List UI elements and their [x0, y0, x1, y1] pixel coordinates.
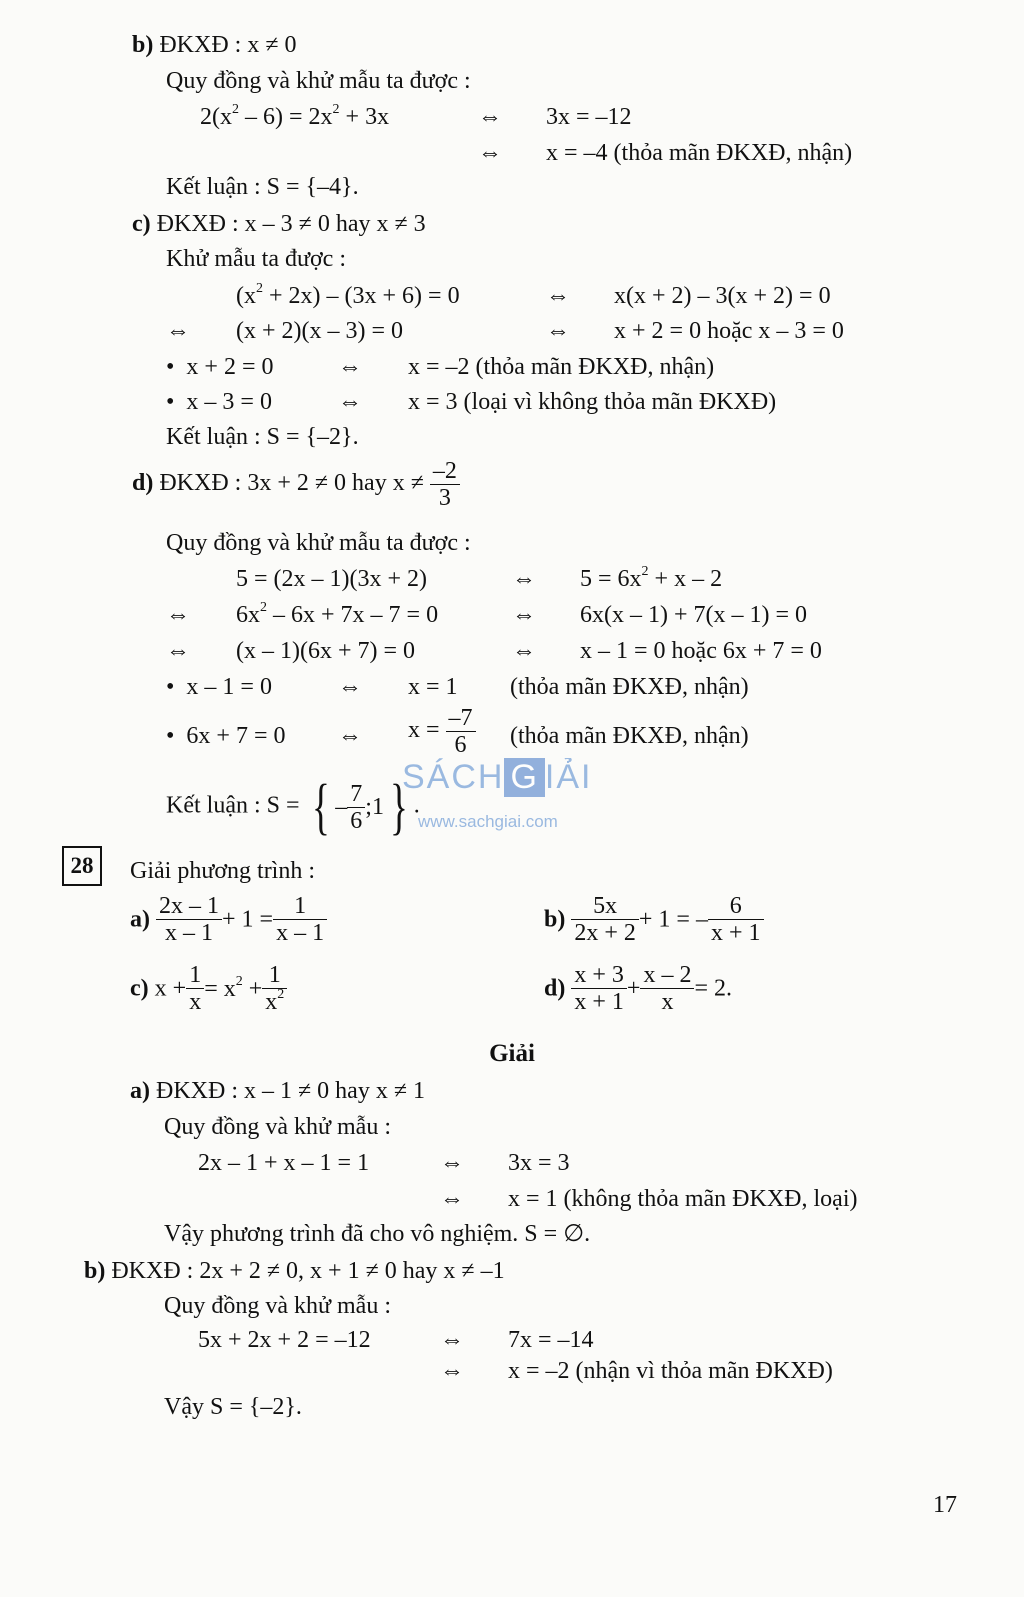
part-c-eq1-result: x(x + 2) – 3(x + 2) = 0	[614, 283, 831, 309]
solution-a-conclusion: Vậy phương trình đã cho vô nghiệm. S = ∅.	[164, 1221, 591, 1247]
eq-text: ĐKXĐ : x – 1 ≠ 0 hay x ≠ 1	[156, 1078, 425, 1104]
numerator: 2x – 1	[156, 893, 222, 920]
denominator	[262, 989, 287, 1015]
fraction	[262, 962, 287, 1015]
equiv-arrow: ⇔	[166, 602, 190, 628]
part-d-bullet1: • x – 1 = 0	[166, 674, 272, 700]
eq-text: (x	[236, 283, 256, 309]
fraction	[347, 781, 365, 834]
exponent: 2	[256, 281, 263, 296]
fraction	[446, 705, 476, 758]
part-d-bullet2-note: (thỏa mãn ĐKXĐ, nhận)	[510, 723, 749, 749]
part-c-bullet1: • x + 2 = 0	[166, 354, 274, 380]
eq-text: 6x	[236, 602, 260, 628]
eq-text: – 6) = 2x	[239, 104, 333, 130]
solution-b-eq1-result: 7x = –14	[508, 1327, 594, 1353]
exercise-c	[130, 962, 287, 1015]
eq-text: ;1	[365, 794, 384, 820]
part-b-dkxd	[132, 30, 297, 60]
eq-text: + 2x) – (3x + 6) = 0	[263, 283, 460, 309]
part-d-bullet2: • 6x + 7 = 0	[166, 723, 286, 749]
numerator: 1	[273, 893, 327, 920]
part-d-bullet1-result: x = 1	[408, 674, 458, 700]
part-c-dkxd	[132, 209, 426, 239]
fraction	[571, 893, 639, 946]
eq-text: x	[265, 989, 278, 1015]
solution-b-conclusion: Vậy S = {–2}.	[164, 1394, 302, 1420]
eq-text: + 1 = –	[638, 906, 708, 933]
eq-text: x – 1 = 0	[186, 674, 272, 700]
watermark-url: www.sachgiai.com	[418, 812, 558, 831]
watermark-text: G	[504, 758, 544, 797]
watermark-text: IẢI	[544, 758, 593, 796]
solution-heading: Giải	[489, 1040, 535, 1067]
equiv-arrow: ⇔	[546, 283, 570, 309]
equiv-arrow: ⇔	[440, 1186, 464, 1212]
equiv-arrow: ⇔	[512, 602, 536, 628]
solution-b-dkxd	[84, 1256, 505, 1286]
numerator: 6	[708, 893, 764, 920]
equiv-arrow: ⇔	[338, 723, 362, 749]
part-c-eq2-result: x + 2 = 0 hoặc x – 3 = 0	[614, 318, 844, 344]
left-brace-icon: {	[311, 773, 330, 841]
eq-text: + x – 2	[648, 566, 723, 592]
eq-text: – 6x + 7x – 7 = 0	[267, 602, 439, 628]
denominator: x – 1	[165, 920, 213, 946]
equiv-arrow: ⇔	[166, 318, 190, 344]
numerator: 5x	[571, 893, 639, 920]
eq-text: 6x + 7 = 0	[186, 723, 286, 749]
eq-text: +	[242, 975, 263, 1002]
eq-text: = 2.	[694, 975, 732, 1002]
part-c-conclusion: Kết luận : S = {–2}.	[166, 424, 359, 450]
numerator: x – 2	[640, 962, 694, 989]
part-d-intro: Quy đồng và khử mẫu ta được :	[166, 530, 471, 556]
denominator: x + 1	[574, 989, 624, 1015]
part-d-bullet1-note: (thỏa mãn ĐKXĐ, nhận)	[510, 674, 749, 700]
numerator: x + 3	[571, 962, 627, 989]
exercise-d	[544, 962, 732, 1015]
numerator: –7	[446, 705, 476, 732]
exercise-b	[544, 893, 764, 946]
exponent: 2	[235, 973, 243, 989]
solution-b-label: b)	[84, 1258, 106, 1284]
eq-text: +	[626, 975, 641, 1002]
solution-a-intro: Quy đồng và khử mẫu :	[164, 1114, 391, 1140]
eq-text: x +	[154, 975, 187, 1002]
equiv-arrow: ⇔	[512, 566, 536, 592]
part-c-dkxd-text: ĐKXĐ : x – 3 ≠ 0 hay x ≠ 3	[156, 211, 426, 237]
fraction	[571, 962, 627, 1015]
denominator: x + 1	[710, 920, 761, 946]
equiv-arrow: ⇔	[440, 1358, 464, 1384]
fraction	[708, 893, 764, 946]
denominator: 2x + 2	[574, 920, 636, 946]
part-b-conclusion: Kết luận : S = {–4}.	[166, 174, 359, 200]
denominator: x	[189, 989, 202, 1015]
part-b-eq1	[200, 102, 389, 132]
solution-a-dkxd	[130, 1076, 425, 1106]
exercise-b-label: b)	[544, 906, 566, 933]
fraction	[186, 962, 204, 1015]
equiv-arrow: ⇔	[478, 104, 502, 130]
part-d-eq3: (x – 1)(6x + 7) = 0	[236, 638, 416, 664]
denominator: x	[661, 989, 674, 1015]
part-c-intro: Khử mẫu ta được :	[166, 246, 346, 272]
eq-text: + 1 =	[222, 906, 274, 933]
fraction	[273, 893, 327, 946]
exercise-c-label: c)	[130, 975, 149, 1002]
part-b-intro: Quy đồng và khử mẫu ta được :	[166, 68, 471, 94]
equiv-arrow: ⇔	[512, 638, 536, 664]
eq-text: Kết luận : S =	[166, 792, 300, 819]
equiv-arrow: ⇔	[546, 318, 570, 344]
exercise-number: 28	[62, 846, 102, 886]
right-brace-icon: }	[389, 773, 408, 841]
page-number: 17	[933, 1492, 957, 1518]
exercise-a-label: a)	[130, 906, 150, 933]
part-d-eq1-result	[580, 564, 722, 594]
part-c-bullet1-result: x = –2 (thỏa mãn ĐKXĐ, nhận)	[408, 354, 715, 380]
solution-a-label: a)	[130, 1078, 150, 1104]
part-d-dkxd	[132, 458, 460, 511]
denominator: 6	[350, 807, 363, 834]
exponent: 2	[332, 102, 340, 117]
part-c-label: c)	[132, 211, 151, 237]
denominator: 6	[454, 732, 467, 758]
numerator: 7	[347, 781, 365, 808]
watermark-logo	[402, 758, 593, 797]
equiv-arrow: ⇔	[338, 674, 362, 700]
eq-text: 2(x	[200, 104, 232, 130]
exercise-prompt: Giải phương trình :	[130, 858, 316, 884]
solution-b-intro: Quy đồng và khử mẫu :	[164, 1293, 391, 1319]
part-b-eq2-result: x = –4 (thỏa mãn ĐKXĐ, nhận)	[546, 140, 853, 166]
part-d-label: d)	[132, 470, 154, 497]
numerator: 1	[262, 962, 287, 989]
exercise-a	[130, 893, 327, 946]
part-d-eq1: 5 = (2x – 1)(3x + 2)	[236, 566, 428, 592]
eq-text: x – 3 = 0	[186, 389, 272, 415]
part-c-eq1	[236, 281, 460, 311]
equiv-arrow: ⇔	[440, 1150, 464, 1176]
numerator: 1	[186, 962, 204, 989]
fraction	[640, 962, 694, 1015]
exponent: 2	[260, 600, 267, 615]
exponent: 2	[277, 987, 285, 1002]
eq-text: x =	[408, 717, 440, 744]
part-c-bullet2-result: x = 3 (loại vì không thỏa mãn ĐKXĐ)	[408, 389, 777, 415]
eq-text: = x	[204, 975, 236, 1002]
part-b-label: b)	[132, 32, 154, 58]
solution-a-eq2-result: x = 1 (không thỏa mãn ĐKXĐ, loại)	[508, 1186, 858, 1212]
equiv-arrow: ⇔	[440, 1327, 464, 1353]
part-d-eq3-result: x – 1 = 0 hoặc 6x + 7 = 0	[580, 638, 822, 664]
part-b-dkxd-text: ĐKXĐ : x ≠ 0	[159, 32, 297, 58]
eq-text: + 3x	[339, 104, 390, 130]
exercise-d-label: d)	[544, 975, 566, 1002]
part-b-eq1-result: 3x = –12	[546, 104, 632, 130]
eq-text: x + 2 = 0	[186, 354, 274, 380]
equiv-arrow: ⇔	[478, 140, 502, 166]
numerator: –2	[430, 458, 460, 485]
exponent: 2	[232, 102, 239, 117]
equiv-arrow: ⇔	[166, 638, 190, 664]
equiv-arrow: ⇔	[338, 354, 362, 380]
solution-a-eq1-result: 3x = 3	[508, 1150, 570, 1176]
part-d-bullet2-result	[408, 705, 476, 758]
fraction	[430, 458, 460, 511]
part-d-eq2-result: 6x(x – 1) + 7(x – 1) = 0	[580, 602, 808, 628]
solution-b-eq1: 5x + 2x + 2 = –12	[198, 1327, 371, 1353]
part-c-eq2: (x + 2)(x – 3) = 0	[236, 318, 404, 344]
equiv-arrow: ⇔	[338, 389, 362, 415]
eq-text: 5 = 6x	[580, 566, 642, 592]
fraction	[156, 893, 222, 946]
denominator: 3	[438, 485, 451, 511]
part-d-eq2	[236, 600, 438, 630]
solution-a-eq1: 2x – 1 + x – 1 = 1	[198, 1150, 370, 1176]
part-c-bullet2: • x – 3 = 0	[166, 389, 272, 415]
part-d-conclusion: Kết luận : S = { – $\frac{7}{6}$ ;1} .	[166, 773, 420, 841]
eq-text: ĐKXĐ : 2x + 2 ≠ 0, x + 1 ≠ 0 hay x ≠ –1	[111, 1258, 505, 1284]
solution-b-eq2-result: x = –2 (nhận vì thỏa mãn ĐKXĐ)	[508, 1358, 833, 1384]
denominator: x – 1	[276, 920, 325, 946]
exponent: 2	[641, 564, 649, 579]
part-d-dkxd-text: ĐKXĐ : 3x + 2 ≠ 0 hay x ≠	[159, 470, 424, 497]
watermark-text: SÁCH	[402, 758, 505, 796]
